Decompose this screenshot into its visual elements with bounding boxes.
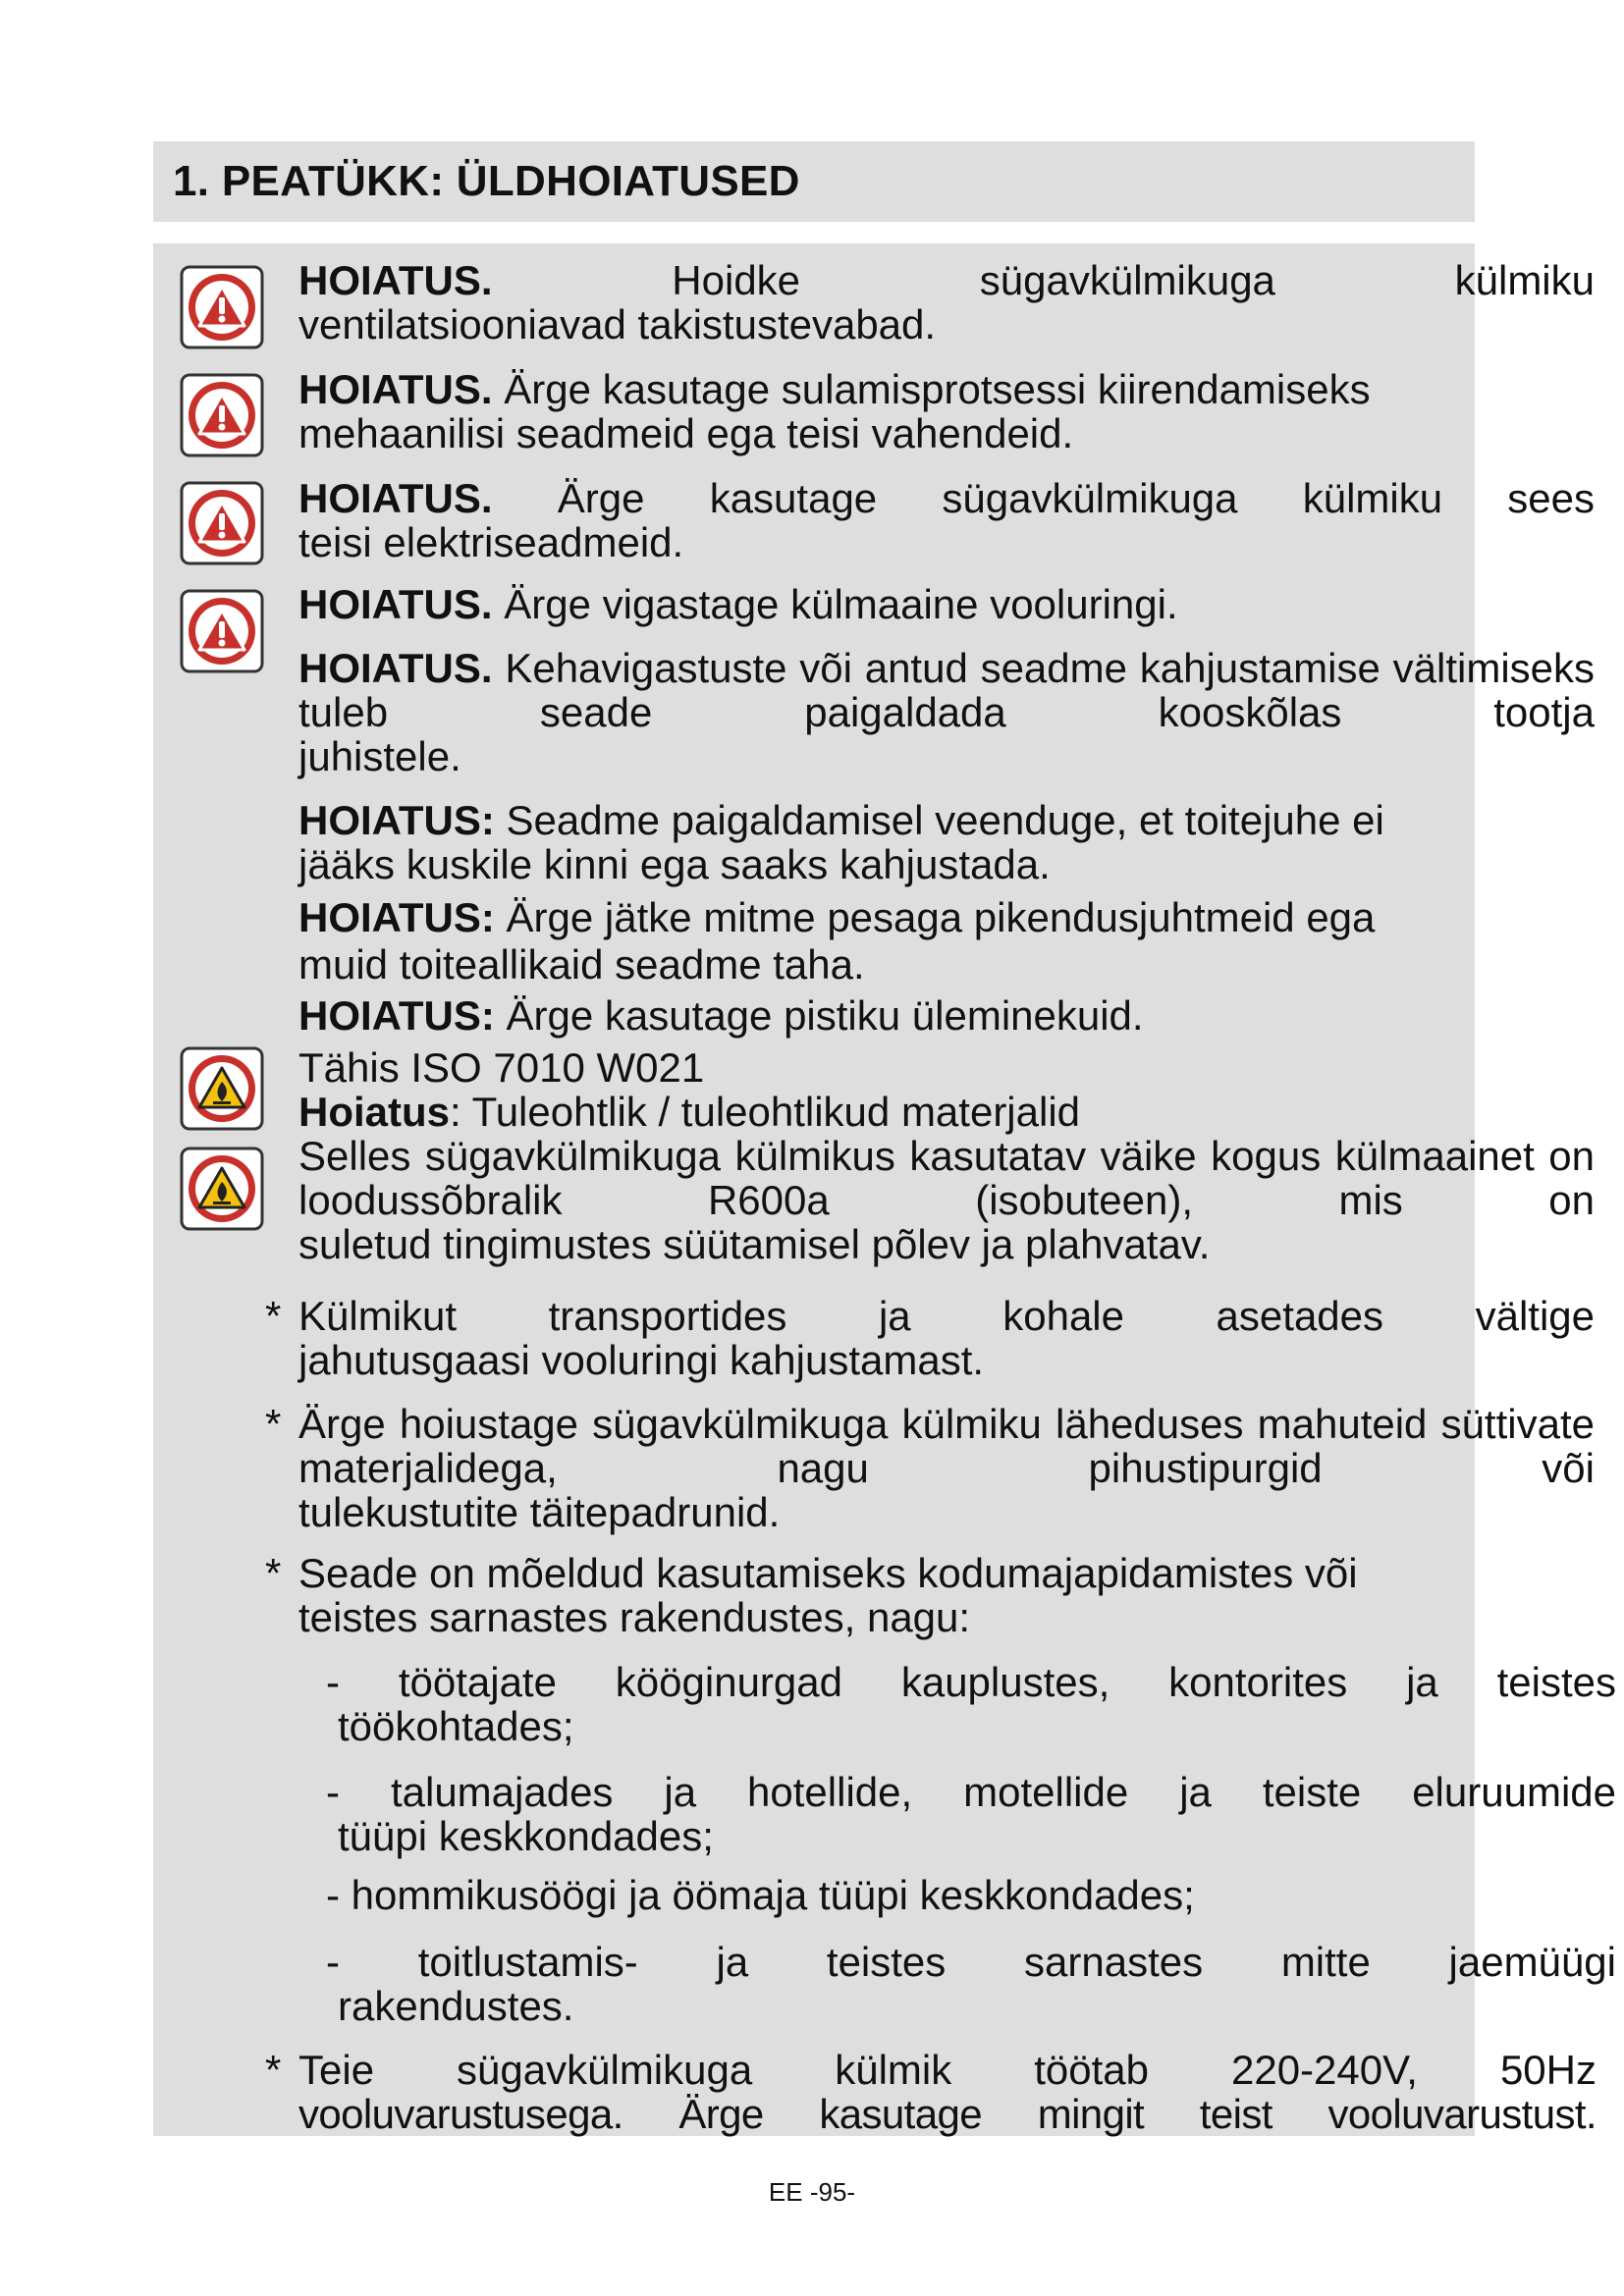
- sub-list-item: - talumajades ja hotellide, motellide ja teiste eluruumide tüüpi keskkondades;: [326, 1769, 1616, 1859]
- flammable-warning-icon: [180, 1147, 264, 1231]
- warnings-panel: [153, 243, 1616, 2137]
- bullet-item: Seade on mõeldud kasutamiseks kodumajapidamistes või teistes sarnastes rakendustes, nagu:: [298, 1550, 1358, 1640]
- warning-item: HOIATUS. Kehavigastuste või antud seadme kahjustamise vältimiseks tuleb seade paigaldada kooskõlas tootja juhistele.: [298, 645, 1596, 779]
- sub-list-item: - hommikusöögi ja öömaja tüüpi keskkondades;: [326, 1872, 1195, 1918]
- warning-item: HOIATUS: Ärge jätke mitme pesaga pikendusjuhtmeid ega muid toiteallikaid seadme taha.: [298, 894, 1376, 988]
- bullet-item: Ärge hoiustage sügavkülmikuga külmiku läheduses mahuteid süttivate materjalidega, nagu pihustipurgid või tulekustutite täitepadrunid.: [298, 1401, 1595, 1535]
- warning-icon: [180, 481, 264, 565]
- warning-item: HOIATUS. Hoidke sügavkülmikuga külmiku ventilatsiooniavad takistustevabad.: [298, 257, 1595, 347]
- warning-item: HOIATUS. Ärge kasutage sügavkülmikuga külmiku sees teisi elektriseadmeid.: [298, 475, 1596, 565]
- warning-item: HOIATUS. Ärge vigastage külmaaine vooluringi.: [298, 581, 1178, 627]
- warning-icon: [180, 589, 264, 673]
- flammable-warning-icon: [180, 1046, 264, 1131]
- sub-list-item: - toitlustamis- ja teistes sarnastes mitte jaemüügi rakendustes.: [326, 1939, 1616, 2029]
- warning-item: HOIATUS: Seadme paigaldamisel veenduge, et toitejuhe ei jääks kuskile kinni ega saaks kahjustada.: [298, 797, 1384, 887]
- bullet-marker: *: [265, 1401, 282, 1447]
- bullet-item: Külmikut transportides ja kohale asetades vältige jahutusgaasi vooluringi kahjustamast.: [298, 1293, 1595, 1383]
- bullet-item: Teie sügavkülmikuga külmik töötab 220-240V, 50Hz vooluvarustusega. Ärge kasutage mingit teist vooluvarustust.: [298, 2047, 1597, 2137]
- warning-item: HOIATUS. Ärge kasutage sulamisprotsessi kiirendamiseks mehaanilisi seadmeid ega teisi vahendeid.: [298, 366, 1371, 456]
- iso-warning-block: Tähis ISO 7010 W021 Hoiatus: Tuleohtlik / tuleohtlikud materjalid Selles sügavkülmikuga külmikus kasutatav väike kogus külmaainet on loodussõbralik R600a (isobuteen), mis on suletud tingimustes süütamisel põlev ja plahvatav.: [298, 1044, 1596, 1267]
- chapter-title: 1. PEATÜKK: ÜLDHOIATUSED: [173, 157, 800, 205]
- bullet-marker: *: [265, 2047, 282, 2093]
- warning-item: HOIATUS: Ärge kasutage pistiku üleminekuid.: [298, 992, 1144, 1039]
- chapter-header: [153, 141, 1475, 222]
- warning-icon: [180, 373, 264, 457]
- bullet-marker: *: [265, 1293, 282, 1339]
- warning-icon: [180, 265, 264, 349]
- page-number: EE -95-: [768, 2177, 856, 2207]
- bullet-marker: *: [265, 1550, 282, 1596]
- sub-list-item: - töötajate kööginurgad kauplustes, kontorites ja teistes töökohtades;: [326, 1659, 1616, 1749]
